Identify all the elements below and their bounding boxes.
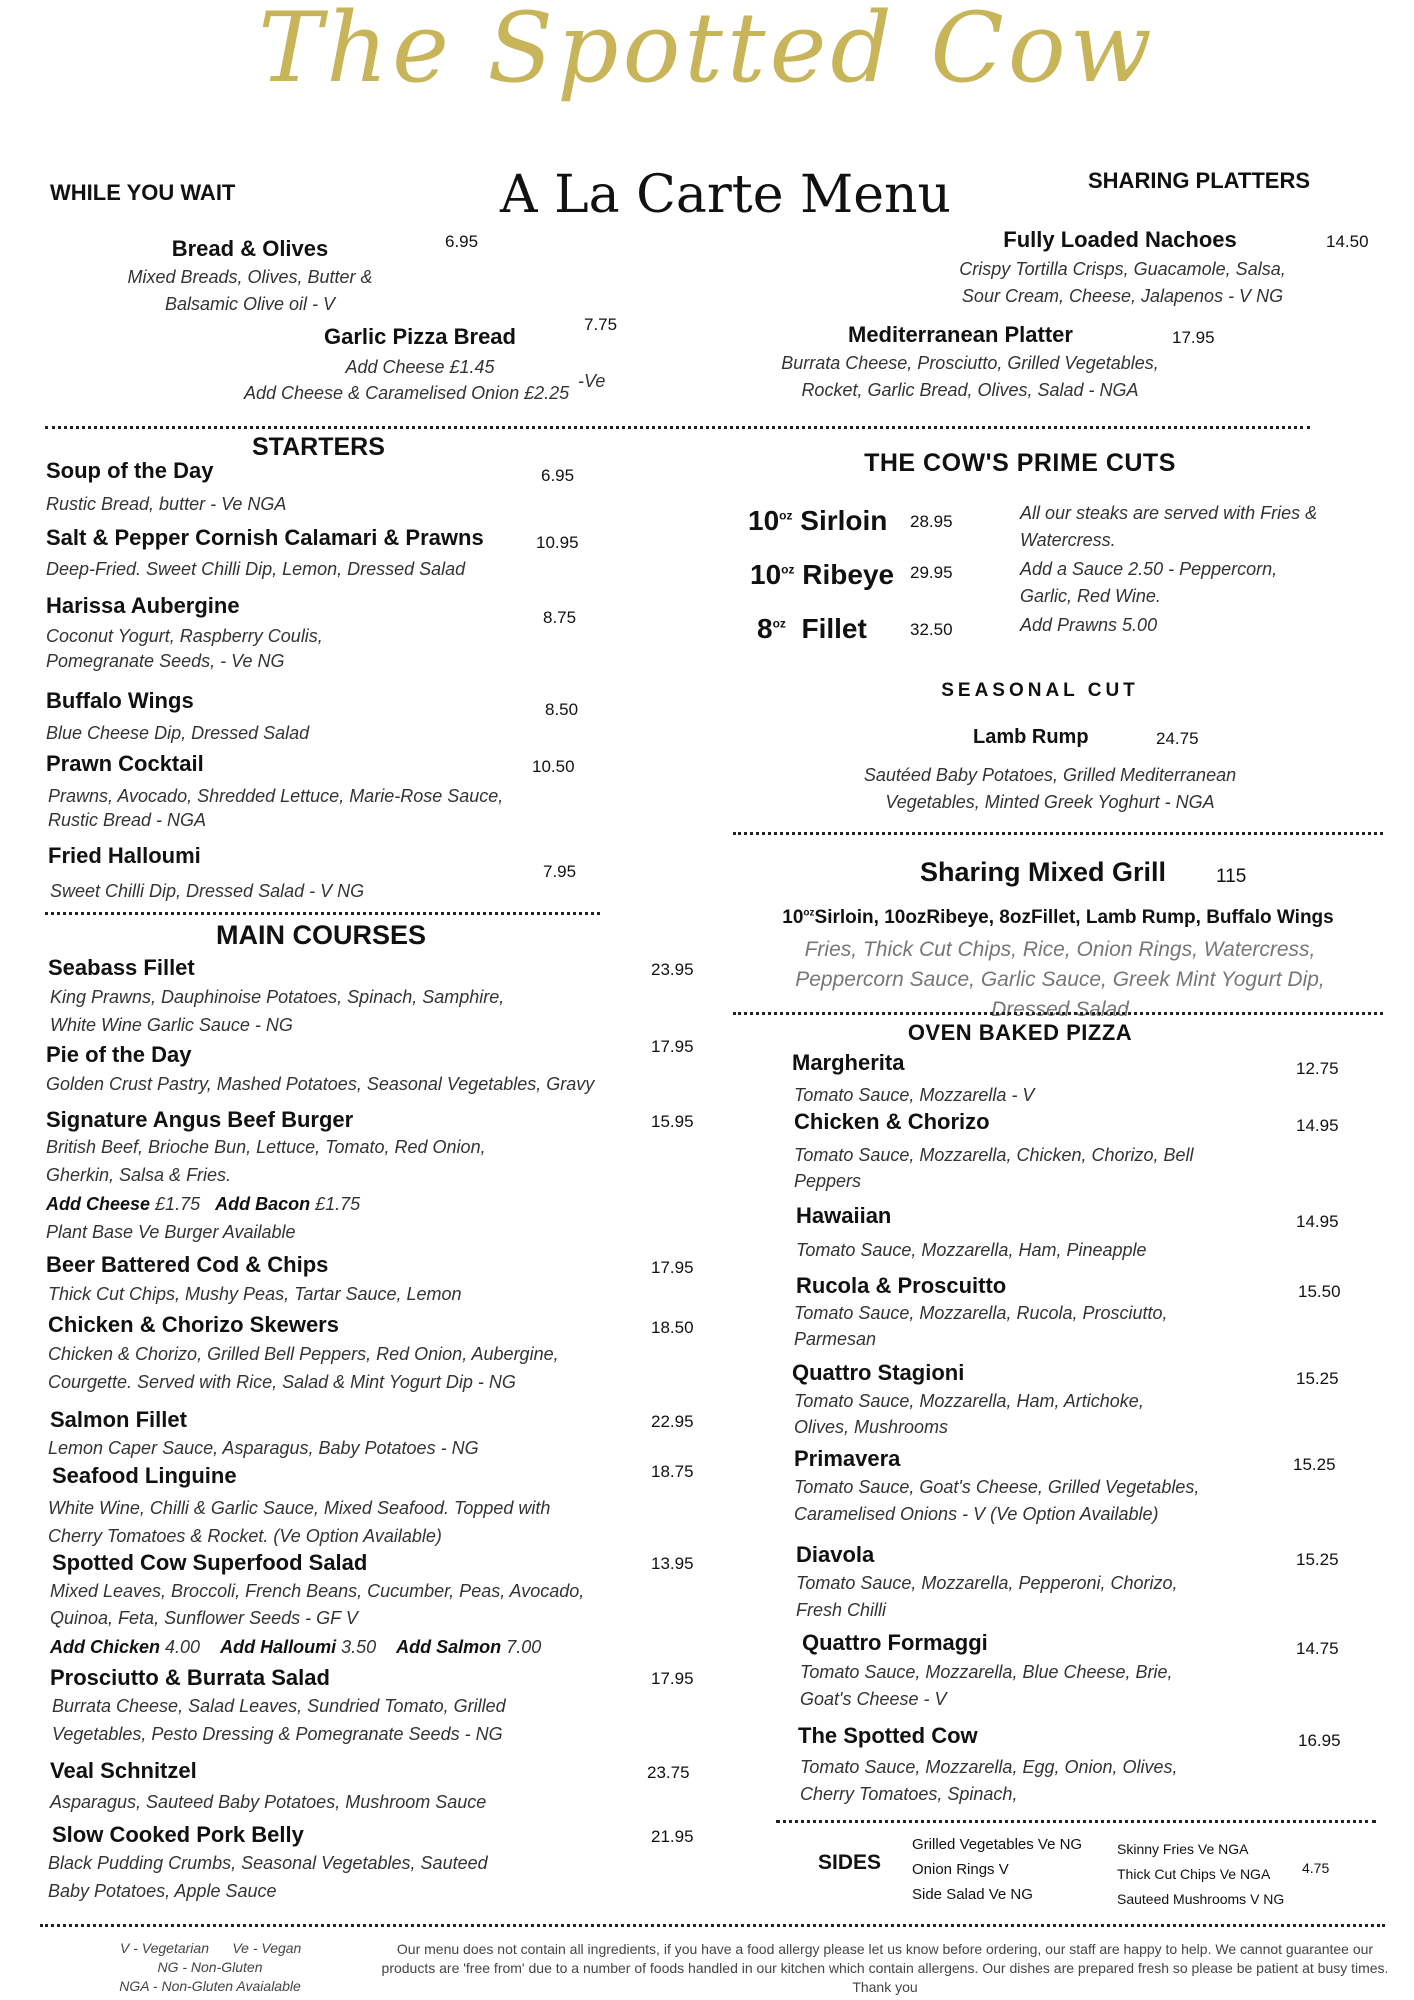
item-description: Crispy Tortilla Crisps, Guacamole, Salsa, Sour Cream, Cheese, Jalapenos - V NG [959, 259, 1286, 306]
item-price: 18.75 [651, 1462, 694, 1481]
item-name: Primavera [794, 1446, 901, 1471]
side-item: Onion Rings V [912, 1861, 1009, 1878]
seasonal-cut-heading: SEASONAL CUT [941, 680, 1139, 701]
divider [733, 1012, 1383, 1015]
item-name: Pie of the Day [46, 1042, 192, 1067]
starters-heading: STARTERS [252, 433, 385, 461]
steak-unit: oz [781, 562, 795, 577]
item-description: Tomato Sauce, Mozzarella, Rucola, Prosciutto, Parmesan [794, 1303, 1168, 1349]
item-name: Hawaiian [796, 1203, 892, 1228]
item-price: 22.95 [651, 1412, 694, 1431]
item-price: 14.50 [1326, 232, 1369, 251]
divider [45, 912, 600, 915]
item-price: 10.50 [532, 757, 575, 776]
item-description: Blue Cheese Dip, Dressed Salad [46, 723, 310, 743]
item-description: Tomato Sauce, Mozzarella - V [794, 1085, 1035, 1105]
mixed-grill-items: $10^{oz}Sirloin$, 10ozRibeye, 8ozFillet, Lamb Rump, Buffalo Wings [782, 907, 1334, 928]
mixed-grill-name: Sharing Mixed Grill [920, 857, 1167, 887]
item-description: Tomato Sauce, Mozzarella, Ham, Artichoke, Olives, Mushrooms [794, 1391, 1144, 1437]
item-name: Bread & Olives [171, 236, 329, 261]
item-description: White Wine, Chilli & Garlic Sauce, Mixed Seafood. Topped with Cherry Tomatoes & Rocket. (Ve Option Available) [48, 1498, 551, 1546]
item-description: Deep-Fried. Sweet Chilli Dip, Lemon, Dressed Salad [46, 559, 466, 579]
while-you-wait-heading: WHILE YOU WAIT [50, 180, 236, 205]
diet-legend-line [120, 1939, 301, 1958]
item-name: Diavola [796, 1542, 875, 1567]
item-description: Burrata Cheese, Salad Leaves, Sundried Tomato, Grilled Vegetables, Pesto Dressing & Pomegranate Seeds - NG [52, 1696, 506, 1744]
item-description: Sautéed Baby Potatoes, Grilled Mediterranean Vegetables, Minted Greek Yoghurt - NGA [863, 765, 1237, 812]
side-item: Skinny Fries Ve NGA [1117, 1841, 1249, 1857]
item-price: 17.95 [651, 1258, 694, 1277]
divider [45, 426, 1310, 429]
sides-column-1 [912, 1832, 1082, 1907]
item-price: 6.95 [445, 232, 479, 251]
item-price: 10.95 [536, 533, 579, 552]
item-price: 16.95 [1298, 1731, 1341, 1750]
item-price: 8.50 [545, 700, 579, 719]
item-price: 18.50 [651, 1318, 694, 1337]
item-name: Harissa Aubergine [46, 593, 240, 618]
brand-logo: The Spotted Cow [258, 0, 1156, 104]
add-ons [50, 1634, 541, 1661]
item-price: 24.75 [1156, 729, 1199, 748]
steak-name: Sirloin [800, 505, 888, 536]
item-price: 15.95 [651, 1112, 694, 1131]
item-description: Tomato Sauce, Mozzarella, Ham, Pineapple [796, 1240, 1147, 1260]
item-description: Tomato Sauce, Mozzarella, Pepperoni, Chorizo, Fresh Chilli [796, 1573, 1178, 1620]
mixed-grill-price: 115 [1216, 866, 1247, 887]
item-name: Seafood Linguine [52, 1463, 237, 1488]
item-description: Black Pudding Crumbs, Seasonal Vegetables, Sauteed Baby Potatoes, Apple Sauce [48, 1853, 488, 1901]
mixed-grill-line: Sirloin, 10ozRibeye, 8ozFillet, Lamb Rump, Buffalo Wings [814, 907, 1334, 928]
item-description: Chicken & Chorizo, Grilled Bell Peppers, Red Onion, Aubergine, Courgette. Served with Rice, Salad & Mint Yogurt Dip - NG [48, 1344, 559, 1392]
item-name: Beer Battered Cod & Chips [46, 1252, 329, 1277]
add-on-price: £1.75 [315, 1194, 361, 1214]
item-name: Prosciutto & Burrata Salad [50, 1665, 330, 1690]
steak-note: Add Prawns 5.00 [1020, 615, 1158, 635]
item-description: Sweet Chilli Dip, Dressed Salad - V NG [50, 881, 365, 901]
item-name: Spotted Cow Superfood Salad [52, 1550, 368, 1575]
item-price: 14.75 [1296, 1639, 1339, 1658]
item-name: Fully Loaded Nachoes [1003, 227, 1237, 252]
add-on-label: Add Salmon [396, 1637, 502, 1657]
side-item: Thick Cut Chips Ve NGA [1117, 1866, 1271, 1882]
item-name: Rucola & Proscuitto [796, 1273, 1007, 1298]
item-price: 28.95 [910, 512, 953, 531]
item-name: Garlic Pizza Bread [324, 324, 516, 349]
item-description: Tomato Sauce, Mozzarella, Blue Cheese, Brie, Goat's Cheese - V [800, 1662, 1173, 1709]
item-name: Buffalo Wings [46, 688, 194, 713]
item-description: Golden Crust Pastry, Mashed Potatoes, Seasonal Vegetables, Gravy [46, 1074, 595, 1094]
divider [776, 1820, 1376, 1823]
item-price: 15.25 [1293, 1455, 1336, 1474]
item-description: Coconut Yogurt, Raspberry Coulis, Pomegranate Seeds, - Ve NG [46, 626, 323, 671]
prime-cuts-heading: THE COW'S PRIME CUTS [864, 449, 1176, 477]
steak-size: 10 [750, 559, 782, 590]
steak-size: 8 [757, 613, 773, 644]
item-description: Rustic Bread, butter - Ve NGA [46, 494, 287, 514]
legend-item: V - Vegetarian [120, 1940, 209, 1956]
item-name: Quattro Formaggi [802, 1630, 988, 1655]
add-on-label: Add Chicken [50, 1637, 161, 1657]
steak-unit: oz [772, 616, 786, 631]
item-name: Signature Angus Beef Burger [46, 1107, 354, 1132]
item-tag: -Ve [578, 371, 606, 391]
add-on-price: 3.50 [341, 1637, 377, 1657]
item-description: Tomato Sauce, Mozzarella, Chicken, Chorizo, Bell Peppers [794, 1145, 1194, 1191]
item-name: The Spotted Cow [798, 1723, 978, 1748]
item-description: Mixed Breads, Olives, Butter & Balsamic Olive oil - V [127, 267, 373, 314]
pizza-heading: OVEN BAKED PIZZA [907, 1020, 1133, 1045]
item-description: British Beef, Brioche Bun, Lettuce, Tomato, Red Onion, Gherkin, Salsa & Fries. [46, 1137, 486, 1185]
add-on-price: 7.00 [506, 1637, 542, 1657]
menu-title: A La Carte Menu [500, 165, 951, 225]
steak-item [750, 559, 894, 591]
legend-item: NGA - Non-Gluten Avaialable [119, 1978, 301, 1994]
add-ons [46, 1191, 360, 1218]
sharing-platters-heading: SHARING PLATTERS [1088, 168, 1311, 193]
item-price: 13.95 [651, 1554, 694, 1573]
item-price: 17.95 [651, 1037, 694, 1056]
item-description: Add Cheese £1.45 [345, 357, 495, 377]
steak-size: 10 [748, 505, 780, 536]
add-on-label: Add Bacon [215, 1194, 311, 1214]
item-name: Slow Cooked Pork Belly [52, 1822, 304, 1847]
steak-unit: oz [779, 508, 793, 523]
steak-name: Ribeye [802, 559, 895, 590]
item-name: Mediterranean Platter [848, 322, 1073, 347]
sides-price: 4.75 [1302, 1860, 1330, 1876]
item-name: Margherita [792, 1050, 905, 1075]
item-name: Chicken & Chorizo Skewers [48, 1312, 339, 1337]
item-price: 17.95 [651, 1669, 694, 1688]
main-courses-heading: MAIN COURSES [216, 920, 427, 950]
divider [733, 832, 1383, 835]
item-description: Tomato Sauce, Goat's Cheese, Grilled Vegetables, Caramelised Onions - V (Ve Option Available) [794, 1477, 1200, 1524]
item-name: Soup of the Day [46, 458, 214, 483]
item-note: Plant Base Ve Burger Available [46, 1222, 296, 1242]
steak-item [748, 505, 887, 537]
item-description: Lemon Caper Sauce, Asparagus, Baby Potatoes - NG [48, 1438, 479, 1458]
item-price: 7.75 [584, 315, 618, 334]
item-name: Quattro Stagioni [792, 1360, 965, 1385]
sides-heading: SIDES [818, 1851, 882, 1874]
side-item: Side Salad Ve NG [912, 1886, 1033, 1903]
steak-item [757, 613, 867, 645]
allergen-disclaimer: Our menu does not contain all ingredients, if you have a food allergy please let us know before ordering, our staff are happy to help. We cannot guarantee our products are 'free from' due to a number of foods handled in our kitchen which contain allergens. Our dishes are prepared fresh so please be patient at busy times. Thank you [381, 1941, 1389, 1995]
item-price: 23.95 [651, 960, 694, 979]
steak-note: Add a Sauce 2.50 - Peppercorn, Garlic, Red Wine. [1020, 559, 1278, 606]
item-name: Salmon Fillet [50, 1407, 187, 1432]
legend-item: Ve - Vegan [232, 1940, 302, 1956]
item-description: Asparagus, Sauteed Baby Potatoes, Mushroom Sauce [50, 1792, 487, 1812]
item-price: 6.95 [541, 466, 575, 485]
item-price: 23.75 [647, 1763, 690, 1782]
item-description: Add Cheese & Caramelised Onion £2.25 [244, 383, 570, 403]
item-description: Tomato Sauce, Mozzarella, Egg, Onion, Olives, Cherry Tomatoes, Spinach, [800, 1757, 1178, 1804]
item-price: 15.25 [1296, 1369, 1339, 1388]
item-description: Thick Cut Chips, Mushy Peas, Tartar Sauce, Lemon [48, 1284, 462, 1304]
steak-note: All our steaks are served with Fries & Watercress. [1020, 503, 1318, 550]
item-price: 15.50 [1298, 1282, 1341, 1301]
side-item: Sauteed Mushrooms V NG [1117, 1891, 1285, 1907]
item-price: 21.95 [651, 1827, 694, 1846]
item-price: 15.25 [1296, 1550, 1339, 1569]
side-item: Grilled Vegetables Ve NG [912, 1836, 1083, 1853]
legend-item: NG - Non-Gluten [157, 1959, 263, 1975]
mixed-grill-description: Fries, Thick Cut Chips, Rice, Onion Rings, Watercress, Peppercorn Sauce, Garlic Sauce, Greek Mint Yogurt Dip, Dressed Salad [795, 938, 1325, 1021]
add-on-label: Add Cheese [46, 1194, 151, 1214]
item-price: 29.95 [910, 563, 953, 582]
item-name: Veal Schnitzel [50, 1758, 197, 1783]
item-description: Mixed Leaves, Broccoli, French Beans, Cucumber, Peas, Avocado, Quinoa, Feta, Sunflower Seeds - GF V [50, 1581, 585, 1628]
item-price: 14.95 [1296, 1212, 1339, 1231]
item-name: Fried Halloumi [48, 843, 201, 868]
item-name: Lamb Rump [973, 726, 1089, 748]
sides-column-2 [1117, 1837, 1284, 1912]
add-on-price: 4.00 [165, 1637, 201, 1657]
item-price: 8.75 [543, 608, 577, 627]
item-name: Seabass Fillet [48, 955, 195, 980]
item-description: King Prawns, Dauphinoise Potatoes, Spinach, Samphire, White Wine Garlic Sauce - NG [50, 987, 505, 1035]
add-on-price: £1.75 [155, 1194, 201, 1214]
divider [40, 1924, 1385, 1927]
item-price: 12.75 [1296, 1059, 1339, 1078]
item-price: 7.95 [543, 862, 577, 881]
item-description: Burrata Cheese, Prosciutto, Grilled Vegetables, Rocket, Garlic Bread, Olives, Salad - NGA [781, 353, 1159, 400]
item-price: 14.95 [1296, 1116, 1339, 1135]
item-name: Chicken & Chorizo [794, 1109, 990, 1134]
steak-name: Fillet [801, 613, 867, 644]
add-on-label: Add Halloumi [220, 1637, 337, 1657]
item-name: Salt & Pepper Cornish Calamari & Prawns [46, 525, 484, 550]
item-name: Prawn Cocktail [46, 751, 204, 776]
item-description: Prawns, Avocado, Shredded Lettuce, Marie-Rose Sauce, Rustic Bread - NGA [48, 786, 504, 830]
item-price: 32.50 [910, 620, 953, 639]
item-price: 17.95 [1172, 328, 1215, 347]
